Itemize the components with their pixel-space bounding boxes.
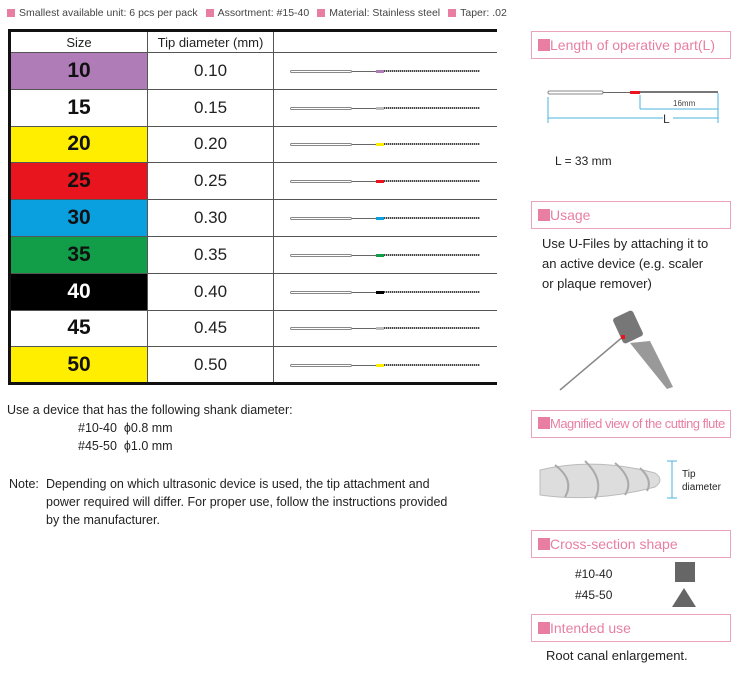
spec-item [317,7,440,19]
file-image-cell [274,236,498,273]
shank-dia: ϕ1.0 mm [123,439,173,453]
file-illustration [290,250,480,260]
scaler-tip-illustration [555,305,680,395]
shank-row [78,437,173,455]
spec-text: Material: Stainless steel [329,7,441,19]
file-image-cell [274,273,498,310]
shank-intro: Use a device that has the following shank diameter: [7,403,293,417]
tip-cell: 0.40 [148,273,274,310]
spec-item [7,7,198,19]
size-table [8,29,497,385]
tip-label-2: diameter [682,482,721,493]
shank-shape [548,91,603,94]
intended-use-text: Root canal enlargement. [546,648,688,663]
table-row [10,163,498,200]
file-image-cell [274,200,498,237]
size-cell: 15 [10,89,148,126]
header-size: Size [10,31,148,53]
header-image [274,31,498,53]
spec-text: Taper: .02 [460,7,507,19]
shank-row [78,419,173,437]
file-illustration [290,287,480,297]
usage-text: or plaque remover) [542,276,652,291]
flute-shape [640,91,718,93]
tip-cell: 0.30 [148,200,274,237]
note-line: Depending on which ultrasonic device is used, the tip attachment and [46,477,430,491]
file-image-cell [274,89,498,126]
heading-text: Cross-section shape [550,536,678,552]
table-row [10,126,498,163]
length-value: L = 33 mm [555,154,612,168]
tip-cell: 0.20 [148,126,274,163]
tip-cell: 0.35 [148,236,274,273]
spec-text: Assortment: #15-40 [217,7,310,19]
tip-label-1: Tip [682,469,696,480]
square-shape-icon [675,562,695,582]
note-line: power required will differ. For proper use, follow the instructions provided [46,495,448,509]
cross-range: #45-50 [575,588,613,602]
size-cell: 35 [10,236,148,273]
file-image-cell [274,53,498,90]
file-illustration [290,139,480,149]
spec-item [206,7,310,19]
size-cell: 30 [10,200,148,237]
usage-heading [531,201,731,229]
size-cell: 20 [10,126,148,163]
intended-use-heading [531,614,731,642]
shank-range: #45-50 [78,439,117,453]
flute-illustration [535,455,665,505]
spec-bar [7,7,507,19]
tip-cell: 0.45 [148,310,274,347]
size-cell: 25 [10,163,148,200]
shank-dia: ϕ0.8 mm [123,421,173,435]
l-label: L [663,112,670,126]
tip-cell: 0.25 [148,163,274,200]
file-illustration [290,103,480,113]
file-image-cell [274,310,498,347]
spec-item [448,7,507,19]
tip-cell: 0.10 [148,53,274,90]
table-row [10,89,498,126]
color-band [630,91,640,94]
file-image-cell [274,163,498,200]
table-row [10,200,498,237]
table-row [10,347,498,384]
magnified-heading [531,410,731,438]
size-cell: 45 [10,310,148,347]
table-row [10,53,498,90]
file-length-diagram [545,85,725,130]
table-row [10,273,498,310]
file-illustration [290,360,480,370]
note-label: Note: [9,477,39,491]
file-image-cell [274,347,498,384]
tip-diameter-dimension [665,460,679,500]
header-tip: Tip diameter (mm) [148,31,274,53]
file-illustration [290,176,480,186]
note-line: by the manufacturer. [46,513,160,527]
size-cell: 50 [10,347,148,384]
heading-text: Length of operative part(L) [550,37,715,53]
triangle-shape-icon [672,588,696,607]
file-image-cell [274,126,498,163]
shank-range: #10-40 [78,421,117,435]
size-cell: 10 [10,53,148,90]
tip-cell: 0.15 [148,89,274,126]
file-illustration [290,213,480,223]
size-cell: 40 [10,273,148,310]
spec-text: Smallest available unit: 6 pcs per pack [19,7,198,19]
file-illustration [290,66,480,76]
heading-text: Usage [550,207,591,223]
heading-text: Intended use [550,620,631,636]
tip-label [682,468,721,494]
length-heading [531,31,731,59]
table-row [10,310,498,347]
cross-range: #10-40 [575,567,613,581]
usage-text: an active device (e.g. scaler [542,256,704,271]
file-illustration [290,323,480,333]
dim-label: 16mm [673,99,696,108]
usage-text: Use U-Files by attaching it to [542,236,709,251]
tip-cell: 0.50 [148,347,274,384]
heading-text: Magnified view of the cutting flute [550,416,725,431]
cross-section-heading [531,530,731,558]
table-row [10,236,498,273]
